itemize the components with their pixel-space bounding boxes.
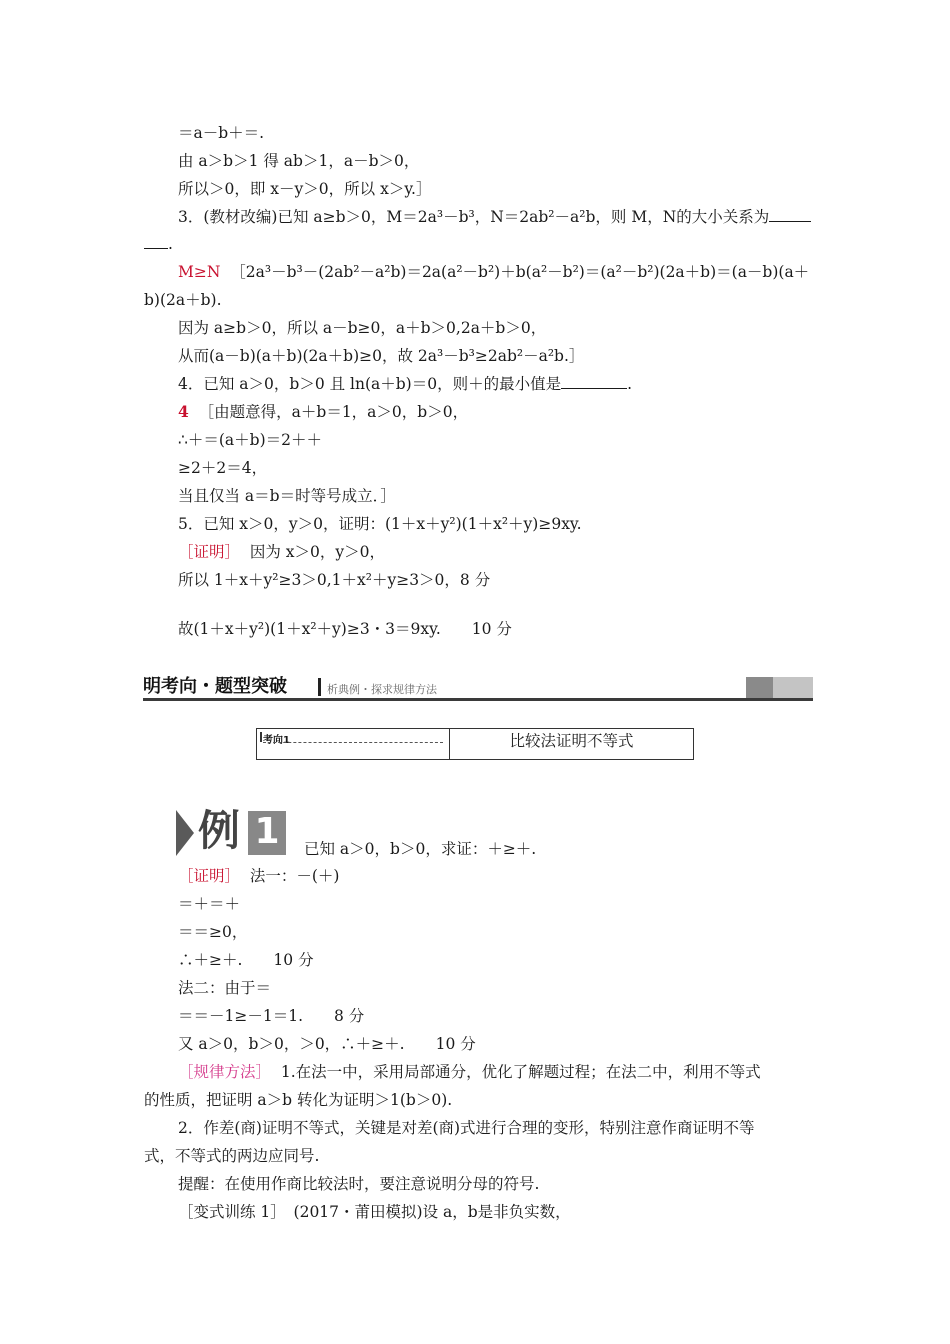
answer-blank <box>144 234 168 249</box>
question-end: . <box>168 235 173 253</box>
section-subtitle: 析典例・探求规律方法 <box>327 683 437 696</box>
divider <box>318 678 321 696</box>
section-rule <box>143 698 813 701</box>
topic-name: 比较法证明不等式 <box>509 732 634 750</box>
section-title: 明考向・题型突破 <box>143 676 287 697</box>
decor-block <box>746 677 773 698</box>
text-line: 故(1＋x＋y²)(1＋x²＋y)≥3・3＝9xy. 10 分 <box>178 620 512 638</box>
method-label: ［规律方法］ <box>178 1063 272 1081</box>
example-problem: 已知 a＞0，b＞0，求证：＋≥＋. <box>304 840 537 858</box>
text-line: ＝＝≥0， <box>178 923 248 941</box>
text-line: 由 a＞b＞1 得 ab＞1，a－b＞0， <box>178 152 420 170</box>
text-line: 所以 1＋x＋y²≥3＞0,1＋x²＋y≥3＞0，8 分 <box>178 571 491 589</box>
question-5: 5．已知 x＞0，y＞0，证明：(1＋x＋y²)(1＋x²＋y)≥9xy. <box>178 515 582 533</box>
proof-label: ［证明］ <box>178 867 241 885</box>
question-3 <box>178 207 811 227</box>
topic-tag-cell <box>257 729 450 759</box>
text-line: ＝a－b＋＝. <box>178 124 265 142</box>
answer-4 <box>178 402 468 422</box>
decor-block <box>773 677 813 698</box>
arrow-icon <box>176 810 194 856</box>
topic-tag: 考向1 <box>263 731 290 746</box>
text-line: 提醒：在使用作商比较法时，要注意说明分母的符号. <box>178 1175 540 1193</box>
proof-line <box>178 866 339 886</box>
proof-text: 因为 x＞0，y＞0， <box>249 543 386 561</box>
text-line: 因为 a≥b＞0，所以 a－b≥0，a＋b＞0,2a＋b＞0， <box>178 319 547 337</box>
proof-label: ［证明］ <box>178 543 241 561</box>
topic-box <box>256 728 694 760</box>
answer-text: ［2a³－b³－(2ab²－a²b)＝2a(a²－b²)＋b(a²－b²)＝(a²－b²)(2a＋b)＝(a－b)(a＋ <box>230 263 810 281</box>
example-char: 例 <box>198 806 241 855</box>
question-text: 4．已知 a＞0，b＞0 且 ln(a＋b)＝0，则＋的最小值是 <box>178 375 562 393</box>
text-line: 法二：由于＝ <box>178 979 272 997</box>
answer-blank <box>561 374 627 389</box>
example-badge <box>176 806 286 856</box>
answer-blank <box>769 207 811 222</box>
text-line: 从而(a－b)(a＋b)(2a＋b)≥0，故 2a³－b³≥2ab²－a²b.］ <box>178 347 585 365</box>
text-line: 又 a＞0，b＞0，＞0，∴＋≥＋. 10 分 <box>178 1035 476 1053</box>
dashed-line <box>263 742 443 743</box>
text-line: ≥2＋2＝4， <box>178 459 268 477</box>
text-line: ＝＝－1≥－1＝1. 8 分 <box>178 1007 365 1025</box>
question-end: . <box>627 375 633 393</box>
text-line: 式，不等式的两边应同号. <box>144 1147 320 1165</box>
method-line <box>178 1062 761 1082</box>
answer-text: ［由题意得，a＋b＝1，a＞0，b＞0， <box>198 403 469 421</box>
answer-label: 4 <box>178 402 189 421</box>
text-line: ［变式训练 1］ (2017・莆田模拟)设 a，b是非负实数， <box>178 1203 571 1221</box>
answer-3 <box>178 262 809 282</box>
answer-label: M≥N <box>178 263 221 281</box>
text-line <box>144 234 173 254</box>
text-line: ∴＋≥＋. 10 分 <box>178 951 314 969</box>
proof-text: 法一：－(＋) <box>249 867 340 885</box>
text-line: ＝＋＝＋ <box>178 895 241 913</box>
section-banner <box>143 676 813 700</box>
text-line: 所以＞0，即 x－y＞0，所以 x＞y.］ <box>178 180 432 198</box>
text-line: b)(2a＋b). <box>144 291 222 309</box>
example-number: 1 <box>254 811 280 852</box>
question-text: 3．(教材改编)已知 a≥b＞0，M＝2a³－b³，N＝2ab²－a²b，则 M，N的大小关系为 <box>178 208 770 226</box>
text-line: 当且仅当 a＝b＝时等号成立．］ <box>178 487 396 505</box>
text-line: ∴＋＝(a＋b)＝2＋＋ <box>178 431 322 449</box>
proof-5 <box>178 542 385 562</box>
text-line: 2．作差(商)证明不等式，关键是对差(商)式进行合理的变形，特别注意作商证明不等 <box>178 1119 755 1137</box>
text-line: 的性质，把证明 a＞b 转化为证明＞1(b＞0). <box>144 1091 453 1109</box>
method-text: 1.在法一中，采用局部通分，优化了解题过程；在法二中，利用不等式 <box>280 1063 761 1081</box>
question-4 <box>178 374 632 394</box>
